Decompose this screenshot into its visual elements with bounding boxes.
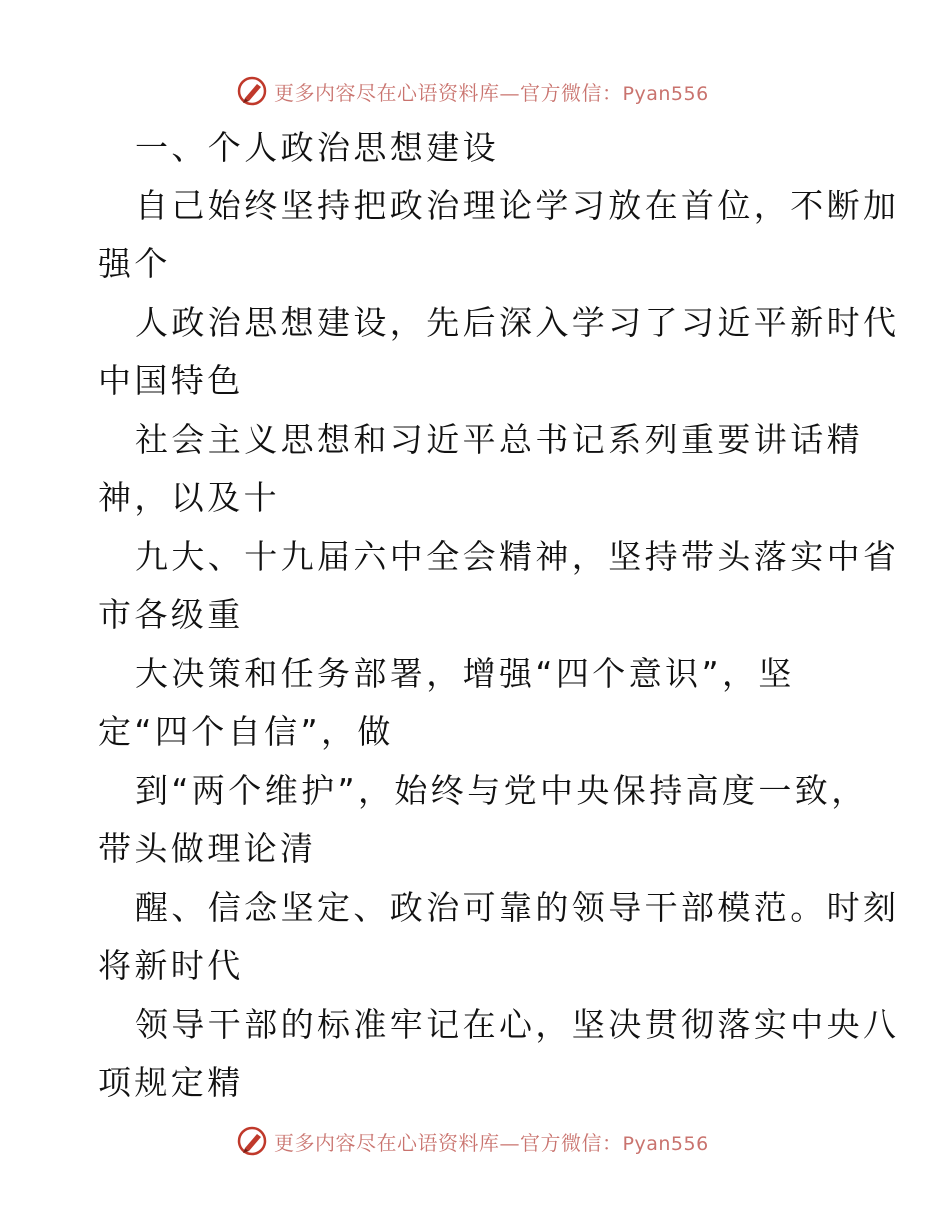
paragraph-line: 中国特色: [98, 361, 244, 400]
paragraph-line: 项规定精: [98, 1063, 244, 1102]
paragraph-line: 醒、信念坚定、政治可靠的领导干部模范。时刻: [135, 888, 900, 927]
paragraph-line: 九大、十九届六中全会精神，坚持带头落实中省: [135, 537, 900, 576]
watermark-text: 更多内容尽在心语资料库—官方微信：Pyan556: [274, 80, 709, 105]
pen-logo-icon: [236, 1125, 268, 1157]
paragraph-line: 自己始终坚持把政治理论学习放在首位，不断加: [135, 186, 900, 225]
paragraph-line: 将新时代: [98, 946, 244, 985]
paragraph-line: 社会主义思想和习近平总书记系列重要讲话精: [135, 420, 863, 459]
watermark-text: 更多内容尽在心语资料库—官方微信：Pyan556: [274, 1130, 709, 1155]
paragraph-line: 强个: [98, 244, 171, 283]
watermark-footer: [236, 1124, 709, 1158]
paragraph-line: 定“四个自信”，做: [98, 712, 394, 751]
section-heading: 一、个人政治思想建设: [135, 128, 499, 167]
paragraph-line: 带头做理论清: [98, 829, 317, 868]
paragraph-line: 市各级重: [98, 595, 244, 634]
paragraph-line: 人政治思想建设，先后深入学习了习近平新时代: [135, 303, 900, 342]
paragraph-line: 神，以及十: [98, 478, 280, 517]
paragraph-line: 大决策和任务部署，增强“四个意识”，坚: [135, 654, 795, 693]
paragraph-line: 到“两个维护”，始终与党中央保持高度一致，: [135, 771, 868, 810]
paragraph-line: 领导干部的标准牢记在心，坚决贯彻落实中央八: [135, 1005, 900, 1044]
